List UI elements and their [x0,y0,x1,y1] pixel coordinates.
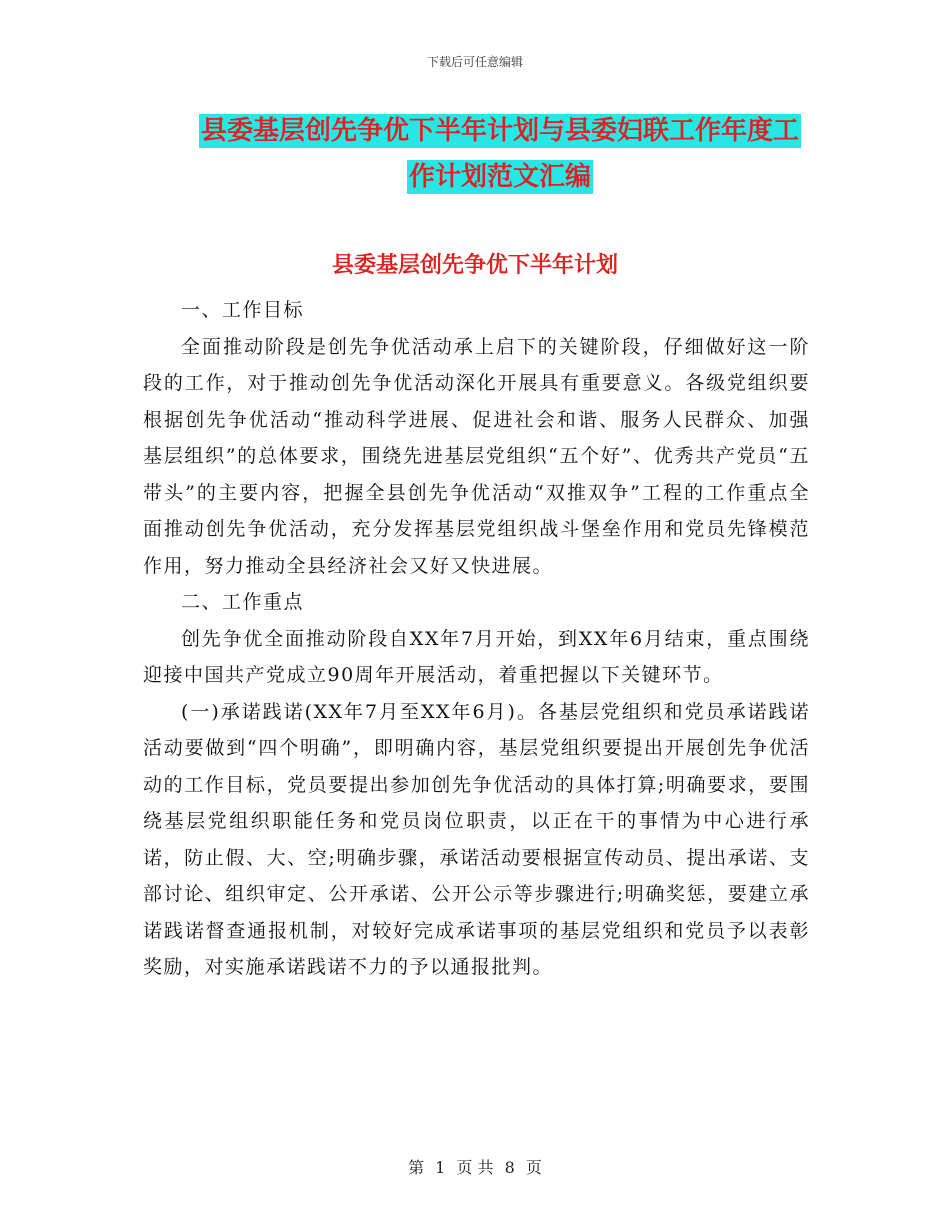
heading-work-focus: 二、工作重点 [181,591,305,613]
footer-middle: 页 共 [456,1158,494,1177]
section-title: 县委基层创先争优下半年计划 [331,253,618,278]
footer-suffix: 页 [525,1158,542,1177]
footer-page-number: 1 [435,1158,446,1177]
paragraph-commitment: (一)承诺践诺(XX年7月至XX年6月)。各基层党组织和党员承诺践诺活动要做到“四个明确”，即明确内容，基层党组织要提出开展创先争优活动的工作目标，党员要提出参加创先争优活动的具体打算;明确要求，要围绕基层党组织职能任务和党员岗位职责，以正在干的事情为中心进行承诺，防止假、大、空;明确步骤，承诺活动要根据宣传动员、提出承诺、支部讨论、组织审定、公开承诺、公开公示等步骤进行;明确奖惩，要建立承诺践诺督查通报机制，对较好完成承诺事项的基层党组织和党员予以表彰奖励，对实施承诺践诺不力的予以通报批判。 [143,700,810,978]
header-note: 下载后可任意编辑 [426,55,523,69]
heading-work-goal: 一、工作目标 [181,299,305,321]
document-title [190,108,810,200]
paragraph-focus-intro: 创先争优全面推动阶段自XX年7月开始，到XX年6月结束，重点围绕迎接中国共产党成立90周年开展活动，着重把握以下关键环节。 [143,627,810,686]
document-title-text: 县委基层创先争优下半年计划与县委妇联工作年度工作计划范文汇编 [200,116,799,192]
footer-prefix: 第 [408,1158,425,1177]
page-footer [0,1155,950,1178]
paragraph-goal-body: 全面推动阶段是创先争优活动承上启下的关键阶段，仔细做好这一阶段的工作，对于推动创先争优活动深化开展具有重要意义。各级党组织要根据创先争优活动“推动科学进展、促进社会和谐、服务人民群众、加强基层组织”的总体要求，围绕先进基层党组织“五个好”、优秀共产党员“五带头”的主要内容，把握全县创先争优活动“双推双争”工程的工作重点全面推动创先争优活动，充分发挥基层党组织战斗堡垒作用和党员先锋模范作用，努力推动全县经济社会又好又快进展。 [143,335,810,577]
footer-total-pages: 8 [504,1158,515,1177]
document-body [143,292,810,986]
